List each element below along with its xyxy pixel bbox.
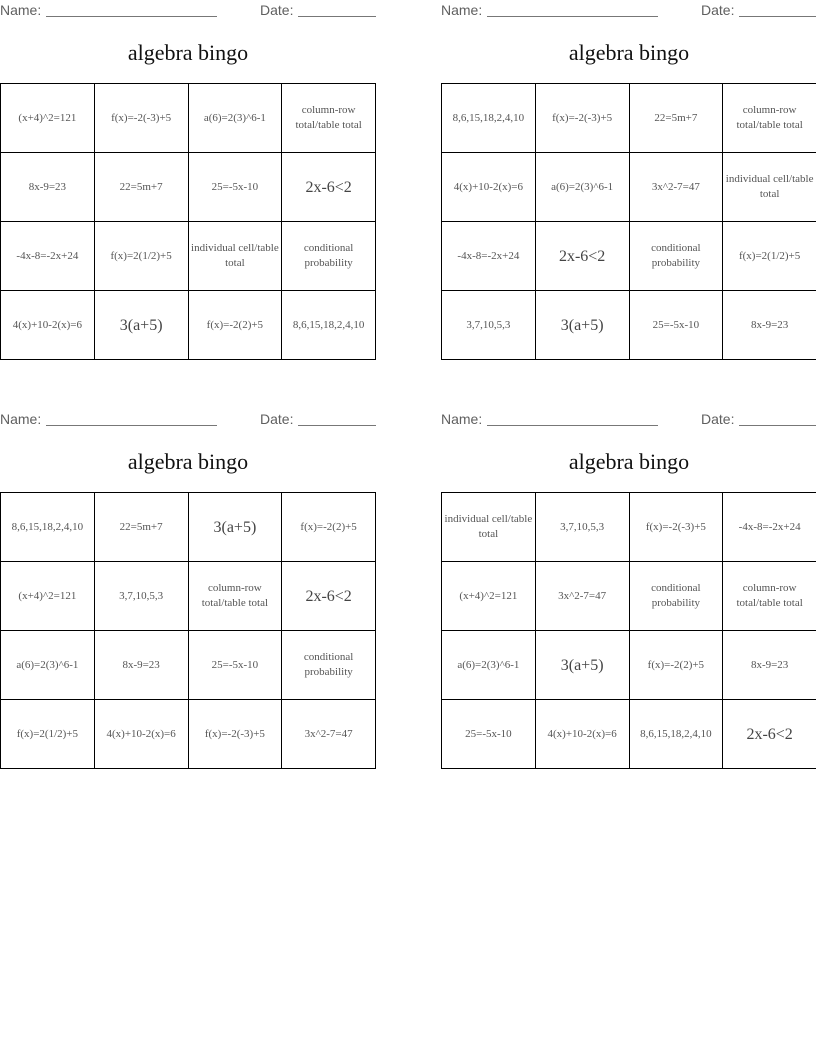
grid-row <box>442 562 816 631</box>
grid-cell: 8x-9=23 <box>1 153 95 222</box>
card-title: algebra bingo <box>568 40 690 65</box>
grid-cell: f(x)=-2(-3)+5 <box>94 84 188 153</box>
grid-cell: 8x-9=23 <box>94 631 188 700</box>
grid-cell: individual cell/table total <box>723 153 816 222</box>
grid-cell: conditional probability <box>629 562 723 631</box>
bingo-grid <box>441 492 816 769</box>
grid-cell: 4(x)+10-2(x)=6 <box>442 153 536 222</box>
grid-cell: -4x-8=-2x+24 <box>442 222 536 291</box>
grid-cell: 3x^2-7=47 <box>535 562 629 631</box>
name-label: Name: <box>0 411 42 427</box>
grid-cell: (x+4)^2=121 <box>1 562 95 631</box>
grid-cell: -4x-8=-2x+24 <box>1 222 95 291</box>
bingo-grid <box>0 492 376 769</box>
grid-cell: 25=-5x-10 <box>629 291 723 360</box>
grid-cell: f(x)=2(1/2)+5 <box>723 222 816 291</box>
date-line[interactable] <box>739 16 816 17</box>
grid-row <box>1 700 376 769</box>
name-line[interactable] <box>46 16 217 17</box>
grid-row <box>442 493 816 562</box>
grid-cell: individual cell/table total <box>442 493 536 562</box>
grid-cell: f(x)=2(1/2)+5 <box>94 222 188 291</box>
grid-cell: 3x^2-7=47 <box>282 700 376 769</box>
grid-cell: 2x-6<2 <box>282 153 376 222</box>
grid-row <box>442 700 816 769</box>
header-row <box>0 409 376 431</box>
grid-cell: f(x)=-2(2)+5 <box>629 631 723 700</box>
grid-cell: 22=5m+7 <box>94 153 188 222</box>
grid-cell: a(6)=2(3)^6-1 <box>535 153 629 222</box>
bingo-grid <box>0 83 376 360</box>
bingo-card-1 <box>0 0 376 334</box>
name-line[interactable] <box>487 425 658 426</box>
grid-cell: 22=5m+7 <box>94 493 188 562</box>
bingo-card-4 <box>441 409 816 743</box>
grid-cell: -4x-8=-2x+24 <box>723 493 816 562</box>
grid-cell: 8,6,15,18,2,4,10 <box>442 84 536 153</box>
grid-row <box>1 84 376 153</box>
date-label: Date: <box>260 2 294 18</box>
grid-cell: a(6)=2(3)^6-1 <box>1 631 95 700</box>
grid-cell: (x+4)^2=121 <box>442 562 536 631</box>
grid-cell: f(x)=-2(2)+5 <box>282 493 376 562</box>
date-label: Date: <box>701 411 735 427</box>
grid-cell: 8,6,15,18,2,4,10 <box>629 700 723 769</box>
grid-cell: a(6)=2(3)^6-1 <box>188 84 282 153</box>
name-line[interactable] <box>487 16 658 17</box>
grid-cell: 2x-6<2 <box>282 562 376 631</box>
grid-row <box>442 291 816 360</box>
grid-cell: 3(a+5) <box>535 291 629 360</box>
grid-cell: f(x)=2(1/2)+5 <box>1 700 95 769</box>
grid-cell: conditional probability <box>282 222 376 291</box>
grid-cell: 8,6,15,18,2,4,10 <box>282 291 376 360</box>
grid-cell: f(x)=-2(2)+5 <box>188 291 282 360</box>
grid-cell: 2x-6<2 <box>535 222 629 291</box>
grid-cell: 2x-6<2 <box>723 700 816 769</box>
grid-cell: a(6)=2(3)^6-1 <box>442 631 536 700</box>
grid-cell: 3(a+5) <box>94 291 188 360</box>
header-row <box>0 0 376 22</box>
bingo-card-3 <box>0 409 376 740</box>
grid-row <box>442 222 816 291</box>
date-label: Date: <box>260 411 294 427</box>
grid-row <box>1 562 376 631</box>
grid-cell: column-row total/table total <box>188 562 282 631</box>
grid-cell: (x+4)^2=121 <box>1 84 95 153</box>
grid-cell: 3(a+5) <box>535 631 629 700</box>
grid-row <box>442 84 816 153</box>
bingo-card-2 <box>441 0 816 334</box>
grid-cell: 4(x)+10-2(x)=6 <box>94 700 188 769</box>
card-title: algebra bingo <box>568 449 690 474</box>
grid-cell: 8x-9=23 <box>723 631 816 700</box>
date-label: Date: <box>701 2 735 18</box>
grid-row <box>1 222 376 291</box>
grid-cell: 25=-5x-10 <box>442 700 536 769</box>
grid-cell: 25=-5x-10 <box>188 631 282 700</box>
name-label: Name: <box>441 411 483 427</box>
date-line[interactable] <box>298 16 376 17</box>
grid-cell: f(x)=-2(-3)+5 <box>629 493 723 562</box>
grid-row <box>442 631 816 700</box>
card-title: algebra bingo <box>127 449 249 474</box>
grid-cell: conditional probability <box>282 631 376 700</box>
grid-cell: 3,7,10,5,3 <box>442 291 536 360</box>
card-title: algebra bingo <box>127 40 249 65</box>
name-line[interactable] <box>46 425 217 426</box>
grid-cell: 4(x)+10-2(x)=6 <box>1 291 95 360</box>
grid-cell: f(x)=-2(-3)+5 <box>188 700 282 769</box>
grid-row <box>1 153 376 222</box>
grid-row <box>1 493 376 562</box>
name-label: Name: <box>441 2 483 18</box>
header-row <box>441 0 816 22</box>
grid-row <box>1 631 376 700</box>
grid-cell: column-row total/table total <box>723 84 816 153</box>
grid-cell: column-row total/table total <box>282 84 376 153</box>
name-label: Name: <box>0 2 42 18</box>
date-line[interactable] <box>739 425 816 426</box>
grid-cell: 22=5m+7 <box>629 84 723 153</box>
bingo-grid <box>441 83 816 360</box>
date-line[interactable] <box>298 425 376 426</box>
header-row <box>441 409 816 431</box>
grid-cell: 3,7,10,5,3 <box>94 562 188 631</box>
grid-cell: 4(x)+10-2(x)=6 <box>535 700 629 769</box>
grid-cell: individual cell/table total <box>188 222 282 291</box>
grid-cell: f(x)=-2(-3)+5 <box>535 84 629 153</box>
grid-cell: 3(a+5) <box>188 493 282 562</box>
grid-cell: 3,7,10,5,3 <box>535 493 629 562</box>
grid-cell: conditional probability <box>629 222 723 291</box>
grid-cell: column-row total/table total <box>723 562 816 631</box>
grid-row <box>1 291 376 360</box>
grid-cell: 8x-9=23 <box>723 291 816 360</box>
grid-cell: 8,6,15,18,2,4,10 <box>1 493 95 562</box>
grid-cell: 3x^2-7=47 <box>629 153 723 222</box>
grid-cell: 25=-5x-10 <box>188 153 282 222</box>
grid-row <box>442 153 816 222</box>
